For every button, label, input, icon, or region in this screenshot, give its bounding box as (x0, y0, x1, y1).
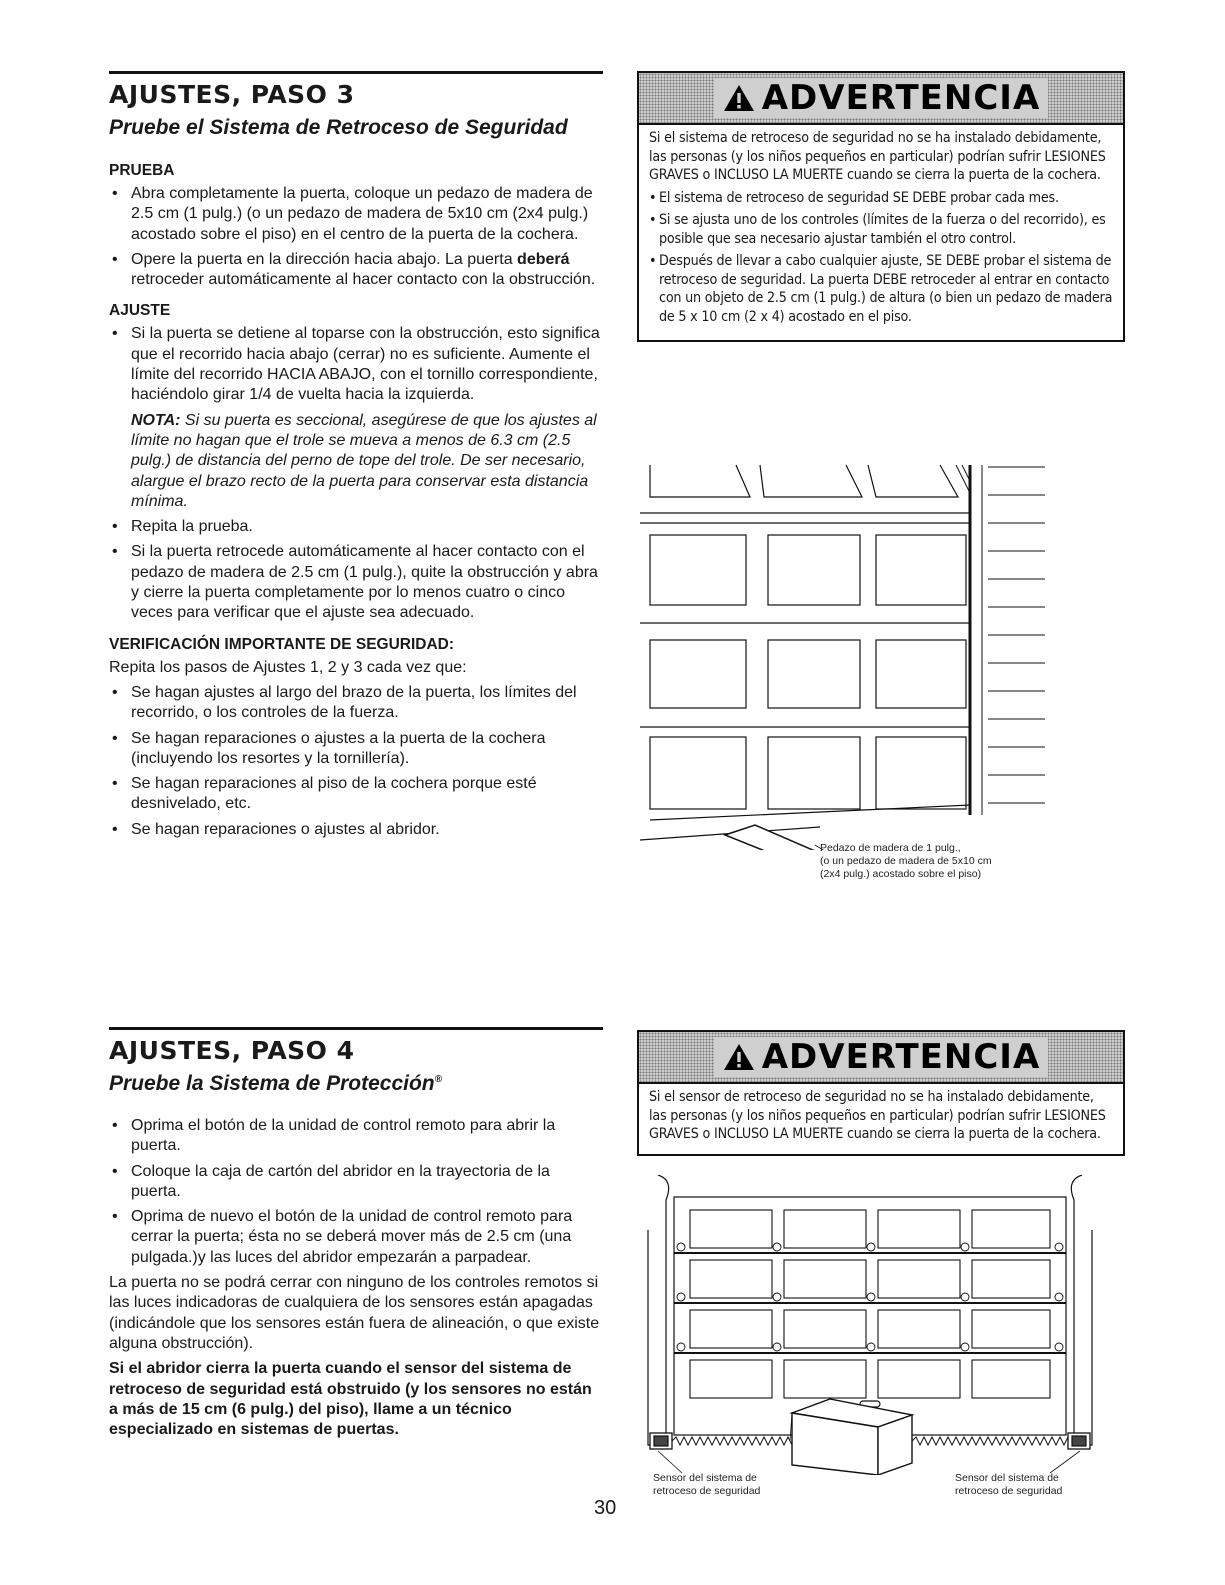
list-item: • Se hagan reparaciones al piso de la cochera porque esté desnivelado, etc. (109, 774, 603, 815)
test-heading: PRUEBA (109, 162, 175, 179)
list-item: • El sistema de retroceso de seguridad SE DEBE probar cada mes. (649, 189, 1113, 208)
warning-body (639, 125, 1123, 340)
warning-title: ADVERTENCIA (761, 78, 1041, 118)
wood-block-caption: Pedazo de madera de 1 pulg., (o un pedazo de madera de 5x10 cm (2x4 pulg.) acostado sobre el piso) (820, 842, 992, 880)
note-label: NOTA: (131, 411, 181, 429)
list-item: • Opere la puerta en la dirección hacia abajo. La puerta deberá retroceder automáticamente al hacer contacto con la obstrucción. (109, 250, 603, 291)
step4-bold-paragraph: Si el abridor cierra la puerta cuando el sensor del sistema de retroceso de seguridad está obstruido (y los sensores no están a más de 15 cm (6 pulg.) del piso), llame a un técnico especializado en sistemas de puertas. (109, 1360, 592, 1439)
list-item: • Se hagan reparaciones o ajustes al abridor. (109, 820, 603, 840)
list-item: • Se hagan reparaciones o ajustes a la puerta de la cochera (incluyendo los resortes y la tornillería). (109, 729, 603, 770)
door-test-illustration (640, 455, 1060, 850)
warning-box-2 (637, 1030, 1125, 1156)
safety-check-intro: Repita los pasos de Ajustes 1, 2 y 3 cada vez que: (109, 658, 467, 676)
list-item: • Si la puerta se detiene al toparse con la obstrucción, esto significa que el recorrido hacia abajo (cerrar) no es suficiente. Aumente el límite del recorrido HACIA ABAJO, con el tornillo correspondiente, haciéndolo girar 1/4 de vuelta hacia la izquierda. (109, 324, 603, 405)
page-number: 30 (594, 1497, 617, 1519)
step3-section (109, 71, 603, 845)
warning-triangle-icon (722, 1042, 756, 1072)
step3-title: AJUSTES, PASO 3 (109, 80, 355, 109)
list-item: • Después de llevar a cabo cualquier ajuste, SE DEBE probar el sistema de retroceso de seguridad. La puerta DEBE retroceder al entrar en contacto con un objeto de 2.5 cm (1 pulg.) de altura (o bien un pedazo de madera de 5 x 10 cm (2 x 4) acostado en el piso. (649, 252, 1113, 326)
adjust-heading: AJUSTE (109, 302, 171, 320)
list-item: • Coloque la caja de cartón del abridor en la trayectoria de la puerta. (109, 1162, 603, 1203)
sensor-test-illustration (640, 1175, 1100, 1475)
list-item: • Repita la prueba. (109, 517, 603, 537)
list-item: • Abra completamente la puerta, coloque un pedazo de madera de 2.5 cm (1 pulg.) (o un pedazo de madera de 5x10 cm (2x4 pulg.) acostado sobre el piso) en el centro de la puerta de la cochera. (109, 184, 603, 245)
list-item: • Si se ajusta uno de los controles (límites de la fuerza o del recorrido), es posible que sea necesario ajustar también el otro control. (649, 211, 1113, 248)
left-sensor-caption: Sensor del sistema de retroceso de seguridad (653, 1472, 761, 1497)
emphasis: deberá (517, 250, 570, 268)
step4-subtitle: Pruebe la Sistema de Protección® (109, 1072, 442, 1095)
warning-triangle-icon (722, 83, 756, 113)
step4-title: AJUSTES, PASO 4 (109, 1036, 355, 1065)
warning-header (639, 73, 1123, 125)
warning-body (639, 1084, 1123, 1154)
safety-check-list (109, 683, 603, 840)
warning-intro: Si el sistema de retroceso de seguridad no se ha instalado debidamente, las personas (y los niños pequeños en particular) podrían sufrir LESIONES GRAVES o INCLUSO LA MUERTE cuando se cierra la puerta de la cochera. (649, 130, 1106, 183)
warning-title: ADVERTENCIA (761, 1037, 1041, 1077)
list-item: • Oprima de nuevo el botón de la unidad de control remoto para cerrar la puerta; ésta no se deberá mover más de 2.5 cm (una pulgada.)y las luces del abridor empezarán a parpadear. (109, 1207, 603, 1268)
warning-box-1 (637, 71, 1125, 342)
list-item: • Si la puerta retrocede automáticamente al hacer contacto con el pedazo de madera de 2.5 cm (1 pulg.), quite la obstrucción y abra y cierre la puerta completamente por lo menos cuatro o cinco veces para verificar que el ajuste sea adecuado. (109, 542, 603, 623)
warning-text: Si el sensor de retroceso de seguridad no se ha instalado debidamente, las personas (y los niños pequeños en particular) podrían sufrir LESIONES GRAVES o INCLUSO LA MUERTE cuando se cierra la puerta de la cochera. (649, 1089, 1106, 1142)
test-list (109, 184, 603, 290)
right-sensor-caption: Sensor del sistema de retroceso de seguridad (955, 1472, 1063, 1497)
step4-section (109, 1027, 603, 1445)
step4-paragraph: La puerta no se podrá cerrar con ninguno de los controles remotos si las luces indicadoras de cualquiera de los sensores están apagadas (indicándole que los sensores están fuera de alineación, o que existe alguna obstrucción). (109, 1274, 600, 1352)
step3-subtitle: Pruebe el Sistema de Retroceso de Seguridad (109, 116, 568, 139)
list-item: • Oprima el botón de la unidad de control remoto para abrir la puerta. (109, 1116, 603, 1157)
warning-header (639, 1032, 1123, 1084)
list-item: • Se hagan ajustes al largo del brazo de la puerta, los límites del recorrido, o los controles de la fuerza. (109, 683, 603, 724)
section-rule (109, 1027, 603, 1030)
adjust-list (109, 324, 603, 405)
safety-check-heading: VERIFICACIÓN IMPORTANTE DE SEGURIDAD: (109, 635, 455, 653)
section-rule (109, 71, 603, 74)
step4-list (109, 1116, 603, 1268)
adjust-list-cont (109, 517, 603, 623)
warning-list (649, 189, 1113, 327)
note: NOTA: Si su puerta es seccional, asegúrese de que los ajustes al límite no hagan que el trole se mueva a menos de 6.3 cm (2.5 pulg.) de distancia del perno de tope del trole. De ser necesario, alargue el brazo recto de la puerta para conservar esta distancia mínima. (131, 411, 597, 510)
